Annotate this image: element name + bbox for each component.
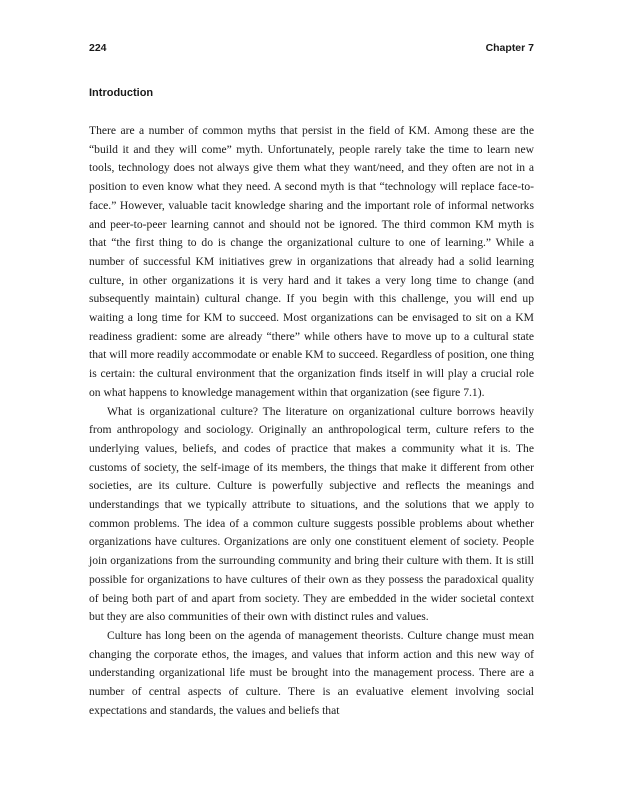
paragraph-1: There are a number of common myths that persist in the field of KM. Among these are the “build it and they will come” myth. Unfortunately, people rarely take the time to learn new tools, technology does not always give them what they want/need, and they often are not in a position to even know what they need. A second myth is that “technology will replace face-to-face.” However, valuable tacit knowledge sharing and the important role of informal networks and peer-to-peer learning cannot and should not be ignored. The third common KM myth is that “the first thing to do is change the organizational culture to one of learning.” While a number of successful KM initiatives grew in organizations that already had a solid learning culture, in other organizations it is very hard and it takes a very long time to change (and subsequently maintain) cultural change. If you begin with this challenge, you will end up waiting a long time for KM to succeed. Most organizations can be envisaged to sit on a KM readiness gradient: some are already “there” while others have to move up to a cultural state that will more readily accommodate or enable KM to succeed. Regardless of position, one thing is certain: the cultural environment that the organization finds itself in will play a crucial role on what happens to knowledge management within that organization (see figure 7.1).: [89, 124, 534, 399]
section-heading: Introduction: [89, 87, 154, 99]
page-number: 224: [89, 42, 107, 54]
chapter-title: Chapter 7: [485, 42, 534, 54]
paragraph-2: What is organizational culture? The literature on organizational culture borrows heavily from anthropology and sociology. Originally an anthropological term, culture refers to the underlying values, beliefs, and codes of practice that makes a community what it is. The customs of society, the self-image of its members, the things that make it different from other societies, are its culture. Culture is powerfully subjective and reflects the meanings and understandings that we typically attribute to situations, and the solutions that we apply to common problems. The idea of a common culture suggests possible problems about whether organizations have cultures. Organizations are only one constituent element of society. People join organizations from the surrounding community and bring their culture with them. It is still possible for organizations to have cultures of their own as they possess the paradoxical quality of being both part of and apart from society. They are embedded in the wider societal context but they are also communities of their own with distinct rules and values.: [89, 404, 534, 624]
body-text: [89, 122, 534, 721]
paragraph-3: Culture has long been on the agenda of management theorists. Culture change must mean changing the corporate ethos, the images, and values that inform action and this new way of understanding organizational life must be brought into the management process. There are a number of central aspects of culture. There is an evaluative element involving social expectations and standards, the values and beliefs that: [89, 628, 534, 717]
